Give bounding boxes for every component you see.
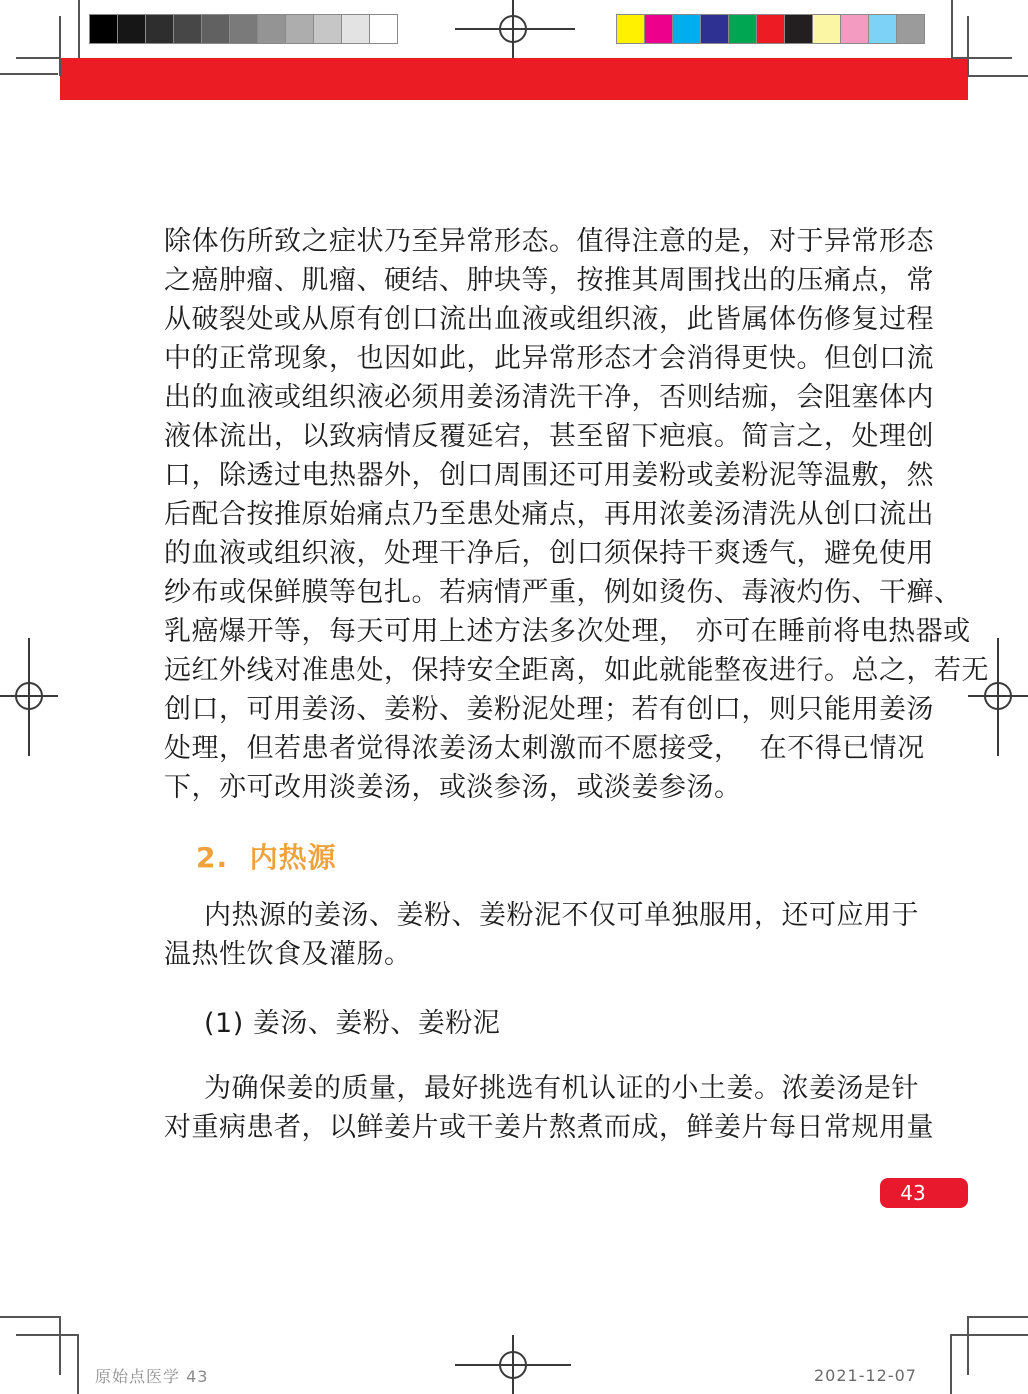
registration-circle: [15, 682, 43, 710]
text-line: 口，除透过电热器外，创口周围还可用姜粉或姜粉泥等温敷，然: [164, 460, 934, 491]
registration-circle: [499, 15, 527, 43]
color-swatch: [173, 14, 202, 44]
text-line: 为确保姜的质量，最好挑选有机认证的小土姜。浓姜汤是针: [204, 1073, 919, 1104]
crop-mark-line: [59, 16, 61, 76]
color-swatch: [784, 14, 813, 44]
text-line: 下，亦可改用淡姜汤，或淡参汤，或淡姜参汤。: [164, 772, 742, 803]
crop-mark-line: [78, 0, 80, 58]
crop-mark-line: [16, 1334, 78, 1336]
crop-mark-line: [77, 1334, 79, 1394]
registration-line: [28, 638, 30, 756]
page-number: 43: [900, 1181, 926, 1205]
color-swatch: [644, 14, 673, 44]
text-line: 液体流出，以致病情反覆延宕，甚至留下疤痕。简言之，处理创: [164, 421, 934, 452]
registration-mark-left: [0, 638, 58, 756]
color-swatch: [89, 14, 118, 44]
color-swatch: [145, 14, 174, 44]
color-swatch: [700, 14, 729, 44]
color-swatch: [201, 14, 230, 44]
crop-mark-line: [951, 57, 1012, 59]
color-swatch: [117, 14, 146, 44]
color-swatch: [369, 14, 398, 44]
red-header-banner: [60, 58, 968, 100]
text-line: 除体伤所致之症状乃至异常形态。值得注意的是，对于异常形态: [164, 226, 934, 257]
text-line: 中的正常现象，也因如此，此异常形态才会消得更快。但创口流: [164, 343, 934, 374]
registration-line: [512, 0, 514, 58]
text-line: 的血液或组织液，处理干净后，创口须保持干爽透气，避免使用: [164, 538, 934, 569]
footer-book-title: 原始点医学 43: [95, 1367, 209, 1386]
list-item-heading: (1) 姜汤、姜粉、姜粉泥: [204, 1008, 501, 1039]
text-line: 纱布或保鲜膜等包扎。若病情严重，例如烫伤、毒液灼伤、干癣、: [164, 577, 962, 608]
registration-line: [0, 695, 58, 697]
text-line: 创口，可用姜汤、姜粉、姜粉泥处理；若有创口，则只能用姜汤: [164, 694, 934, 725]
text-line: 后配合按推原始痛点乃至患处痛点，再用浓姜汤清洗从创口流出: [164, 499, 934, 530]
text-line: 从破裂处或从原有创口流出血液或组织液，此皆属体伤修复过程: [164, 304, 934, 335]
color-swatch: [840, 14, 869, 44]
registration-mark-bottom: [455, 1335, 571, 1394]
crop-mark-line: [950, 1334, 1028, 1336]
registration-line: [968, 695, 1028, 697]
text-line: 处理，但若患者觉得浓姜汤太刺激而不愿接受， 在不得已情况: [164, 733, 925, 764]
section-heading: 2. 内热源: [196, 841, 337, 874]
registration-line: [997, 638, 999, 756]
crop-mark-line: [0, 1316, 60, 1318]
color-swatch: [341, 14, 370, 44]
registration-circle: [499, 1351, 527, 1379]
color-swatch: [756, 14, 785, 44]
text-line: 温热性饮食及灌肠。: [164, 939, 412, 970]
body-paragraph-1: [164, 222, 989, 807]
body-paragraph-2: [164, 896, 919, 974]
crop-mark-line: [59, 1316, 61, 1375]
color-swatch: [229, 14, 258, 44]
crop-mark-line: [967, 1316, 969, 1375]
crop-mark-line: [967, 1316, 1028, 1318]
crop-mark-line: [967, 16, 969, 77]
registration-line: [455, 1364, 571, 1366]
body-paragraph-3: [164, 1069, 934, 1147]
page-number-badge: [880, 1178, 968, 1208]
color-swatch: [616, 14, 645, 44]
color-swatch: [812, 14, 841, 44]
color-calibration-bar: [617, 14, 925, 44]
color-swatch: [896, 14, 925, 44]
color-swatch: [672, 14, 701, 44]
text-line: 出的血液或组织液必须用姜汤清洗干净，否则结痂，会阻塞体内: [164, 382, 934, 413]
crop-mark-line: [950, 1334, 952, 1394]
crop-mark-line: [16, 57, 60, 59]
registration-circle: [984, 682, 1012, 710]
text-line: 远红外线对准患处，保持安全距离，如此就能整夜进行。总之，若无: [164, 655, 989, 686]
color-swatch: [257, 14, 286, 44]
text-line: 对重病患者，以鲜姜片或干姜片熬煮而成，鲜姜片每日常规用量: [164, 1112, 934, 1143]
grayscale-calibration-bar: [90, 14, 398, 44]
color-swatch: [313, 14, 342, 44]
registration-line: [512, 1335, 514, 1394]
registration-line: [455, 28, 575, 30]
text-line: 之癌肿瘤、肌瘤、硬结、肿块等，按推其周围找出的压痛点，常: [164, 265, 934, 296]
color-swatch: [728, 14, 757, 44]
text-line: 内热源的姜汤、姜粉、姜粉泥不仅可单独服用，还可应用于: [204, 900, 919, 931]
crop-mark-line: [951, 0, 953, 58]
color-swatch: [285, 14, 314, 44]
color-swatch: [868, 14, 897, 44]
crop-mark-line: [0, 73, 58, 75]
text-line: 乳癌爆开等，每天可用上述方法多次处理， 亦可在睡前将电热器或: [164, 616, 971, 647]
crop-mark-line: [967, 75, 1028, 77]
registration-mark-top: [455, 0, 575, 58]
footer-date: 2021-12-07: [814, 1366, 917, 1385]
